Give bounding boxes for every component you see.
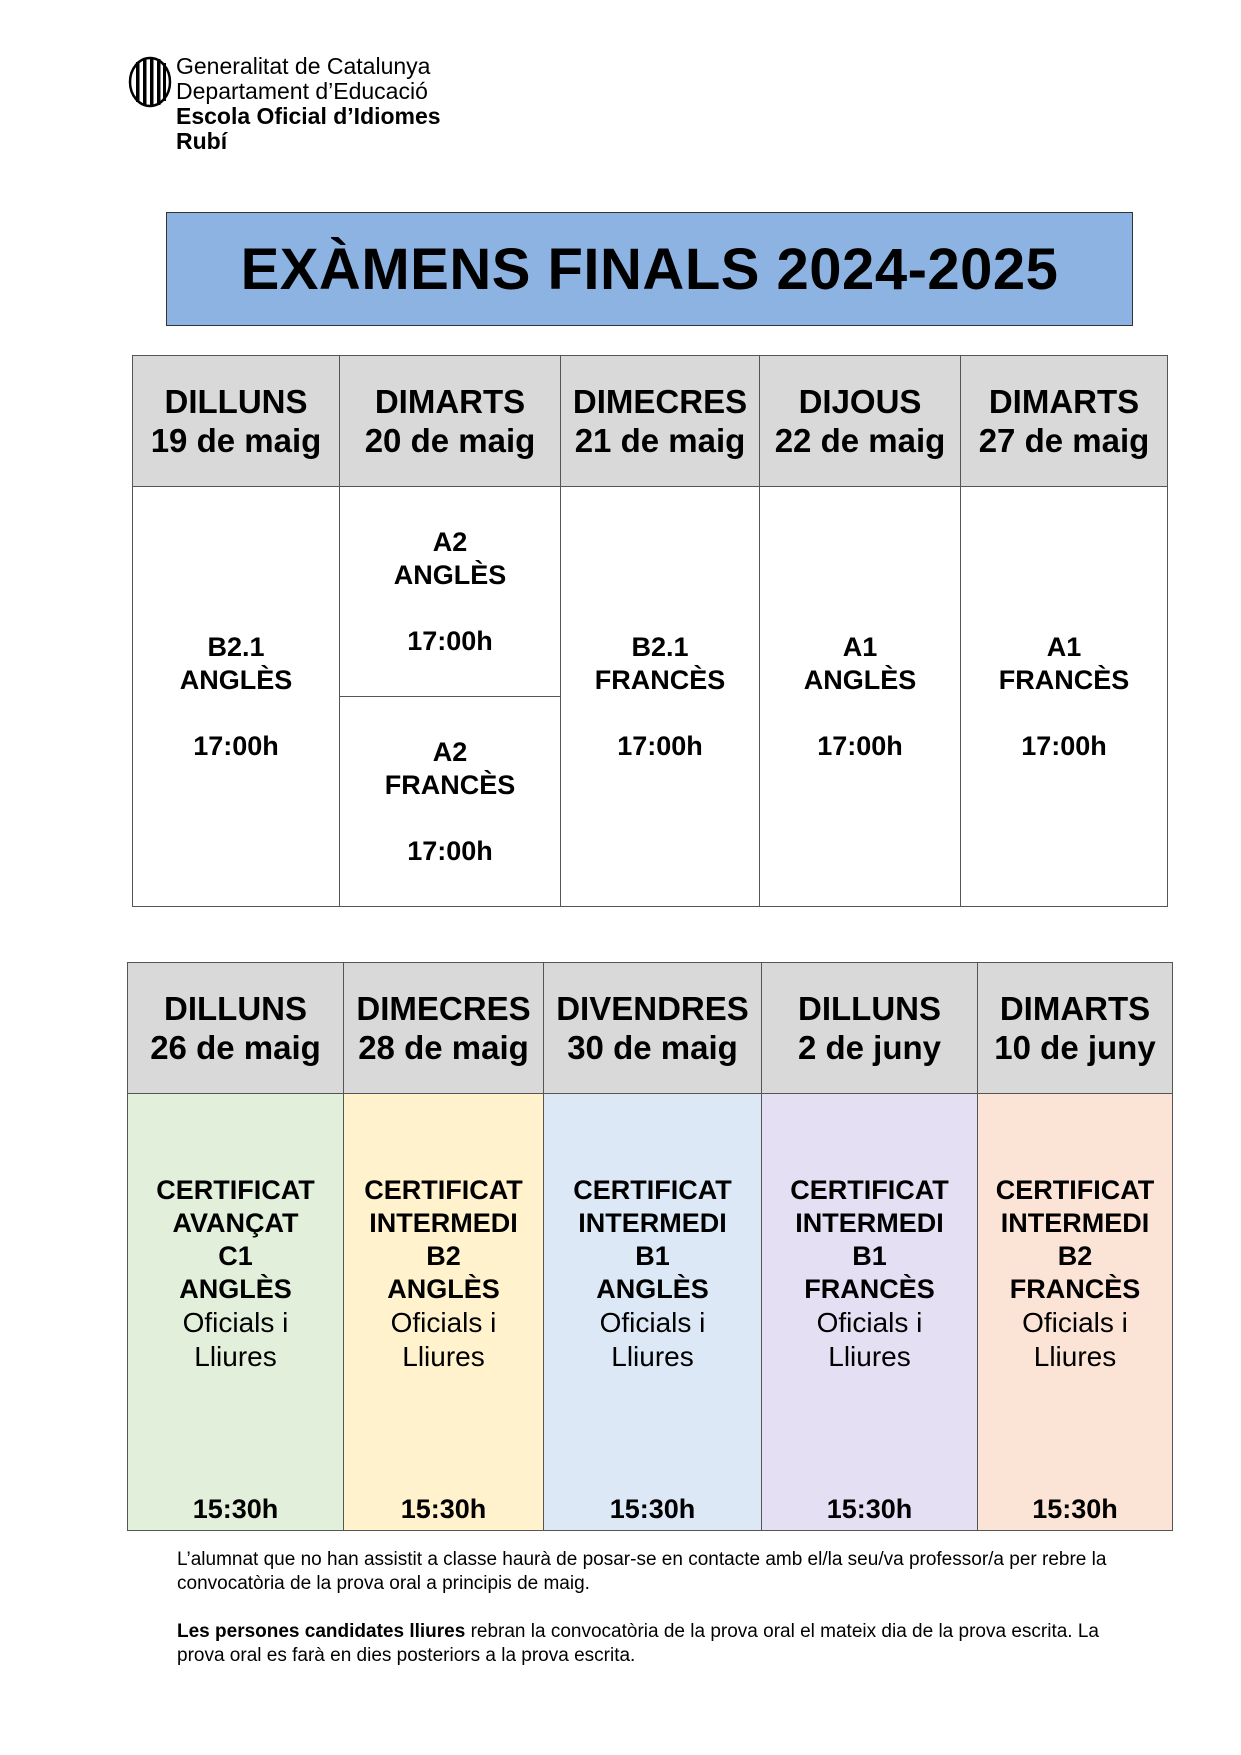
- org-line-government: Generalitat de Catalunya: [176, 53, 431, 79]
- page-title: EXÀMENS FINALS 2024-2025: [240, 236, 1059, 302]
- table-header-row: [128, 963, 1173, 1094]
- header-cell: DIMARTS 20 de maig: [340, 356, 561, 487]
- certificate-exam-cell: CERTIFICAT INTERMEDI B2 FRANCÈS Oficials i Lliures 15:30h: [978, 1094, 1173, 1531]
- note-attendance: L’alumnat que no han assistit a classe haurà de posar-se en contacte amb el/la seu/va professor/a per rebre la convocatòria de la prova oral a principis de maig.: [177, 1549, 1107, 1594]
- certificate-exam-cell: CERTIFICAT INTERMEDI B1 FRANCÈS Oficials i Lliures 15:30h: [762, 1094, 978, 1531]
- header-cell: DIMARTS 27 de maig: [961, 356, 1168, 487]
- header-cell: DILLUNS 26 de maig: [128, 963, 344, 1094]
- exam-cell: A2 FRANCÈS 17:00h: [340, 697, 561, 907]
- exam-time: 15:30h: [192, 1494, 279, 1524]
- table-row: [128, 1094, 1173, 1531]
- org-header: [128, 54, 441, 154]
- header-cell: DIJOUS 22 de maig: [760, 356, 961, 487]
- header-cell: DIMECRES 28 de maig: [344, 963, 544, 1094]
- exam-cell: B2.1 FRANCÈS 17:00h: [561, 487, 760, 907]
- header-cell: DILLUNS 19 de maig: [133, 356, 340, 487]
- title-banner: [166, 212, 1133, 326]
- org-line-city: Rubí: [176, 128, 228, 154]
- exam-cell: B2.1 ANGLÈS 17:00h: [133, 487, 340, 907]
- certificate-exam-cell: CERTIFICAT INTERMEDI B1 ANGLÈS Oficials i Lliures 15:30h: [544, 1094, 762, 1531]
- certificate-exam-cell: CERTIFICAT AVANÇAT C1 ANGLÈS Oficials i Lliures 15:30h: [128, 1094, 344, 1531]
- note-free-candidates: Les persones candidates lliures rebran la convocatòria de la prova oral el mateix dia de la prova escrita. La prova oral es farà en dies posteriors a la prova escrita.: [177, 1621, 1099, 1666]
- exam-time: 15:30h: [826, 1494, 913, 1524]
- org-line-department: Departament d’Educació: [176, 78, 428, 104]
- certificate-exam-cell: CERTIFICAT INTERMEDI B2 ANGLÈS Oficials i Lliures 15:30h: [344, 1094, 544, 1531]
- table-row: [133, 487, 1168, 697]
- exam-time: 15:30h: [609, 1494, 696, 1524]
- generalitat-logo-icon: [128, 56, 172, 108]
- exam-schedule-table-2: [127, 962, 1173, 1531]
- header-cell: DIVENDRES 30 de maig: [544, 963, 762, 1094]
- header-cell: DIMARTS 10 de juny: [978, 963, 1173, 1094]
- exam-cell: A1 ANGLÈS 17:00h: [760, 487, 961, 907]
- exam-time: 15:30h: [400, 1494, 487, 1524]
- header-cell: DIMECRES 21 de maig: [561, 356, 760, 487]
- exam-cell: A1 FRANCÈS 17:00h: [961, 487, 1168, 907]
- org-line-school: Escola Oficial d’Idiomes: [176, 103, 441, 129]
- exam-time: 15:30h: [1032, 1494, 1118, 1524]
- exam-schedule-table-1: [132, 355, 1168, 907]
- footnotes: [177, 1548, 1137, 1692]
- header-cell: DILLUNS 2 de juny: [762, 963, 978, 1094]
- table-header-row: [133, 356, 1168, 487]
- exam-cell: A2 ANGLÈS 17:00h: [340, 487, 561, 697]
